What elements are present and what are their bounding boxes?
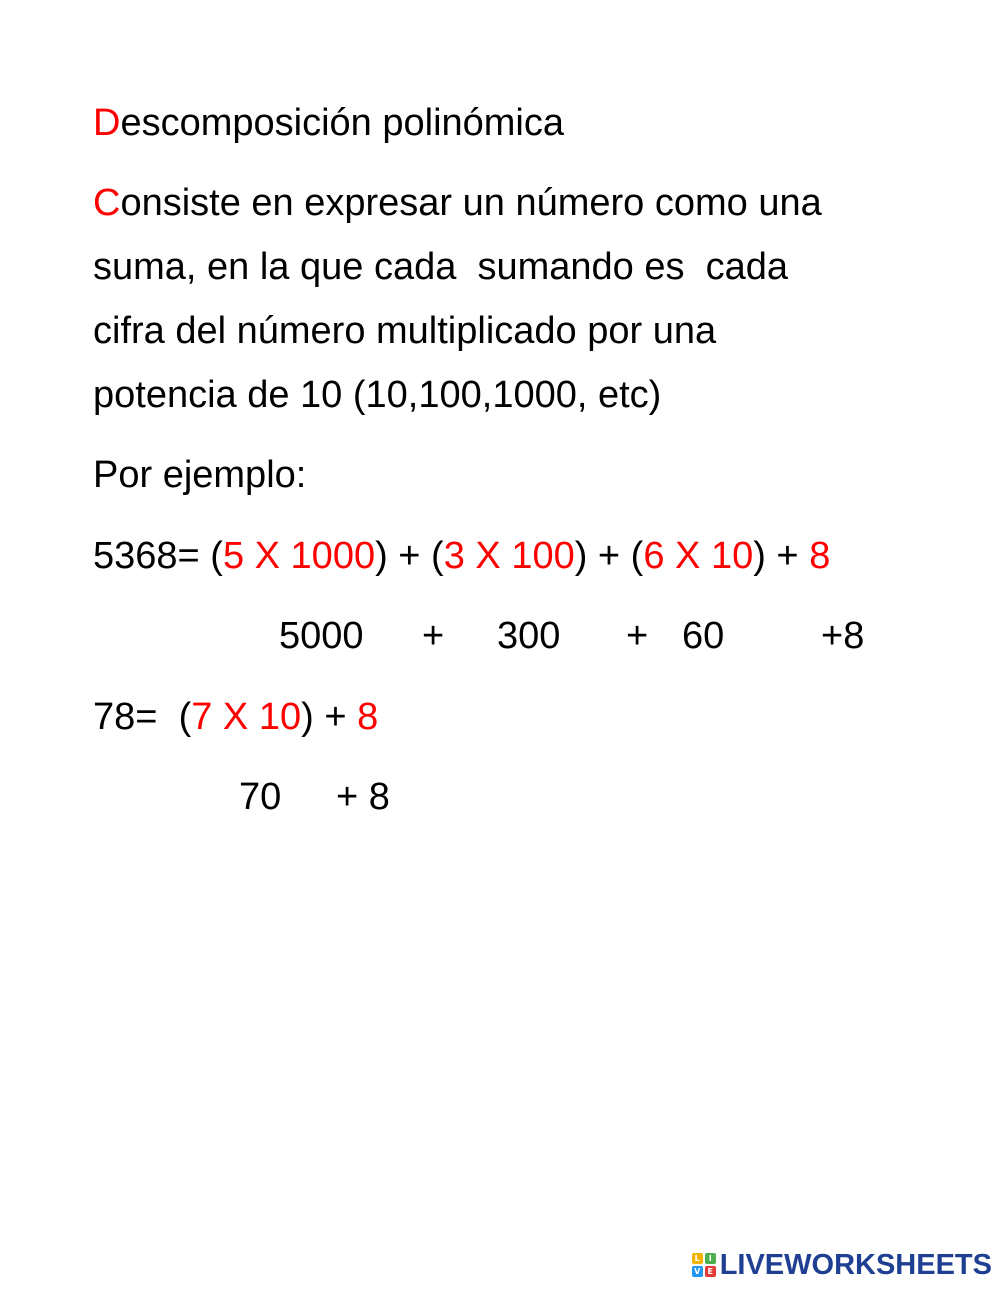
example1-expanded-5000: 5000 [279,615,364,657]
brand-name: LIVEWORKSHEETS [719,1248,992,1281]
example-label: Por ejemplo: [93,454,307,496]
example1-number: 5368= ( [93,535,223,577]
example1-term-thousands: 5 X 1000 [222,535,376,577]
example2-equation [93,695,378,739]
example1-sep2: ) + ( [574,535,644,577]
example1-sep3: ) + [753,535,810,577]
title-initial: D [93,102,121,144]
example2-sep1: ) + [301,696,358,738]
brand-block-v: V [692,1266,703,1277]
example1-expanded-300: 300 [497,615,561,657]
page-title [93,101,564,145]
definition-line-3: cifra del número multiplicado por una [93,310,717,352]
example1-expanded-plus1: + [422,615,445,657]
definition-line-1 [93,181,822,225]
example1-units: 8 [809,535,831,577]
example2-expanded-plus8: + 8 [336,776,390,818]
example1-term-tens: 6 X 10 [643,535,754,577]
brand-logo [692,1245,992,1285]
definition-line-2: suma, en la que cada sumando es cada [93,246,789,288]
brand-block-e: E [705,1266,716,1277]
example1-expanded-plus2: + [626,615,649,657]
example1-expanded-plus8: +8 [821,615,865,657]
title-rest: escomposición polinómica [120,102,565,144]
example2-term-tens: 7 X 10 [191,696,302,738]
example1-expanded-60: 60 [682,615,725,657]
definition-initial: C [93,182,121,224]
example1-sep1: ) + ( [375,535,444,577]
brand-block-i: I [705,1253,716,1264]
definition-line-1-text: onsiste en expresar un número como una [120,182,822,224]
example2-number: 78= ( [93,696,192,738]
example1-term-hundreds: 3 X 100 [443,535,575,577]
example2-units: 8 [357,696,379,738]
brand-blocks-icon [692,1253,716,1277]
example2-expanded-70: 70 [239,776,282,818]
definition-line-4: potencia de 10 (10,100,1000, etc) [93,374,662,416]
example1-equation [93,534,830,578]
brand-block-l: L [692,1253,703,1264]
